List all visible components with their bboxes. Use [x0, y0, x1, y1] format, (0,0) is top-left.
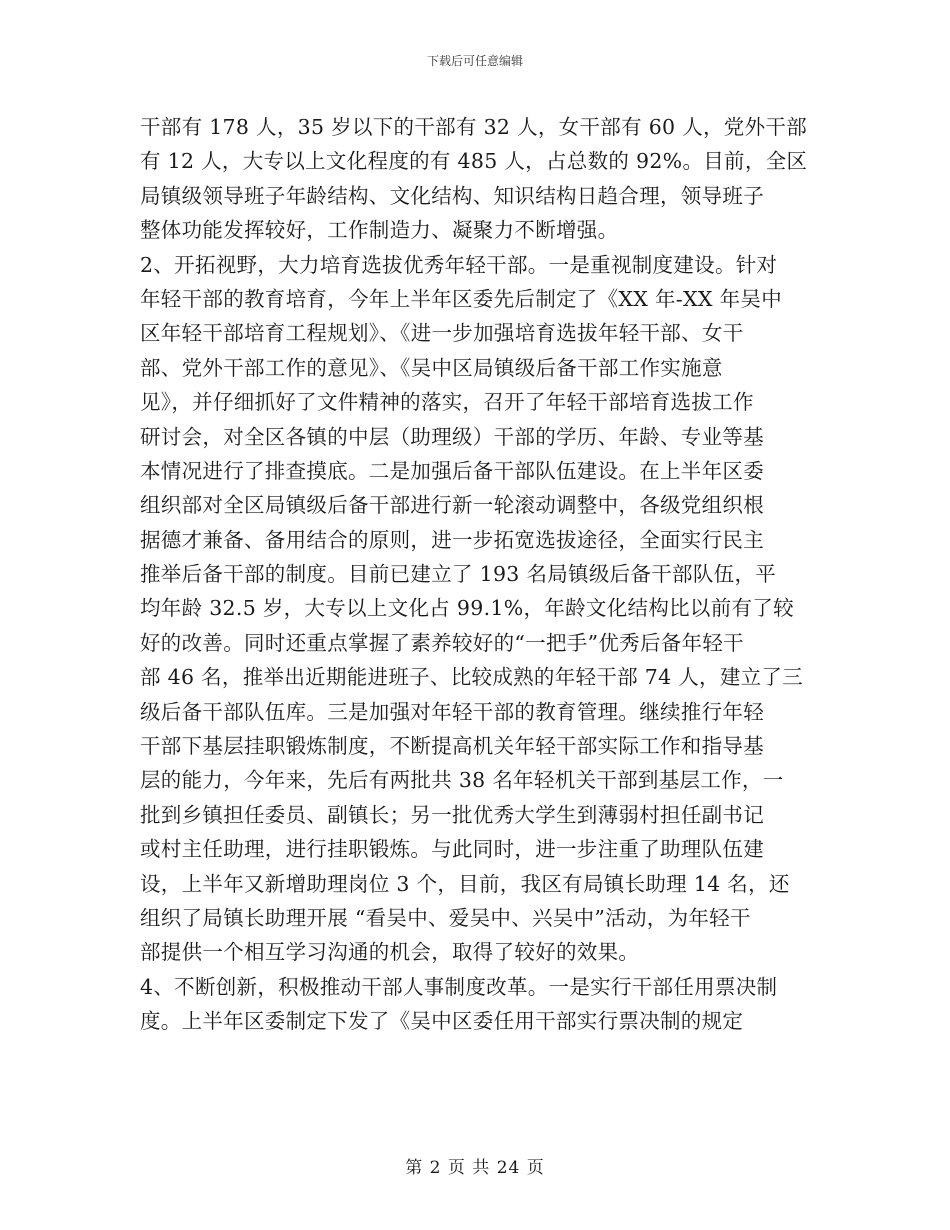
body-line: 本情况进行了排查摸底。二是加强后备干部队伍建设。在上半年区委 — [140, 458, 764, 483]
body-line: 均年龄 32.5 岁，大专以上文化占 99.1%，年龄文化结构比以前有了较 — [140, 596, 794, 621]
page-number-footer: 第 2 页 共 24 页 — [405, 1158, 545, 1178]
body-line: 批到乡镇担任委员、副镇长；另一批优秀大学生到薄弱村担任副书记 — [140, 802, 764, 827]
body-line: 级后备干部队伍库。三是加强对年轻干部的教育管理。继续推行年轻 — [140, 699, 764, 724]
body-line: 部 46 名，推举出近期能进班子、比较成熟的年轻干部 74 人，建立了三 — [140, 665, 804, 690]
body-line: 层的能力，今年来，先后有两批共 38 名年轻机关干部到基层工作，一 — [140, 768, 784, 793]
body-line: 干部下基层挂职锻炼制度，不断提高机关年轻干部实际工作和指导基 — [140, 734, 764, 759]
body-line: 据德才兼备、备用结合的原则，进一步拓宽选拔途径，全面实行民主 — [140, 527, 764, 552]
body-line: 部提供一个相互学习沟通的机会，取得了较好的效果。 — [140, 940, 640, 965]
body-line: 有 12 人，大专以上文化程度的有 485 人，占总数的 92%。目前，全区 — [140, 149, 808, 174]
body-line: 4、不断创新，积极推动干部人事制度改革。一是实行干部任用票决制 — [140, 974, 778, 999]
document-body — [140, 110, 812, 1039]
body-line: 2、开拓视野，大力培育选拔优秀年轻干部。一是重视制度建设。针对 — [140, 252, 778, 277]
body-line: 组织部对全区局镇级后备干部进行新一轮滚动调整中，各级党组织根 — [140, 493, 764, 518]
body-line: 设，上半年又新增助理岗位 3 个，目前，我区有局镇长助理 14 名，还 — [140, 871, 790, 896]
body-line: 度。上半年区委制定下发了《吴中区委任用干部实行票决制的规定 — [140, 1009, 744, 1034]
body-line: 整体功能发挥较好，工作制造力、凝聚力不断增强。 — [140, 218, 619, 243]
body-line: 年轻干部的教育培育，今年上半年区委先后制定了《XX 年-XX 年吴中 — [140, 286, 783, 311]
body-line: 或村主任助理，进行挂职锻炼。与此同时，进一步注重了助理队伍建 — [140, 837, 764, 862]
body-line: 推举后备干部的制度。目前已建立了 193 名局镇级后备干部队伍，平 — [140, 562, 777, 587]
body-line: 区年轻干部培育工程规划》、《进一步加强培育选拔年轻干部、女干 — [140, 321, 744, 346]
body-line: 干部有 178 人，35 岁以下的干部有 32 人，女干部有 60 人，党外干部 — [140, 115, 807, 139]
body-line: 组织了局镇长助理开展 “看吴中、爱吴中、兴吴中”活动，为年轻干 — [140, 905, 751, 930]
body-line: 部、党外干部工作的意见》、《吴中区局镇级后备干部工作实施意 — [140, 355, 723, 380]
body-line: 见》，并仔细抓好了文件精神的落实，召开了年轻干部培育选拔工作 — [140, 390, 754, 415]
body-line: 好的改善。同时还重点掌握了素养较好的“一把手”优秀后备年轻干 — [140, 630, 744, 655]
body-line: 研讨会，对全区各镇的中层（助理级）干部的学历、年龄、专业等基 — [140, 424, 764, 449]
page-header: 下载后可任意编辑 — [426, 54, 523, 68]
body-line: 局镇级领导班子年龄结构、文化结构、知识结构日趋合理，领导班子 — [140, 183, 764, 208]
